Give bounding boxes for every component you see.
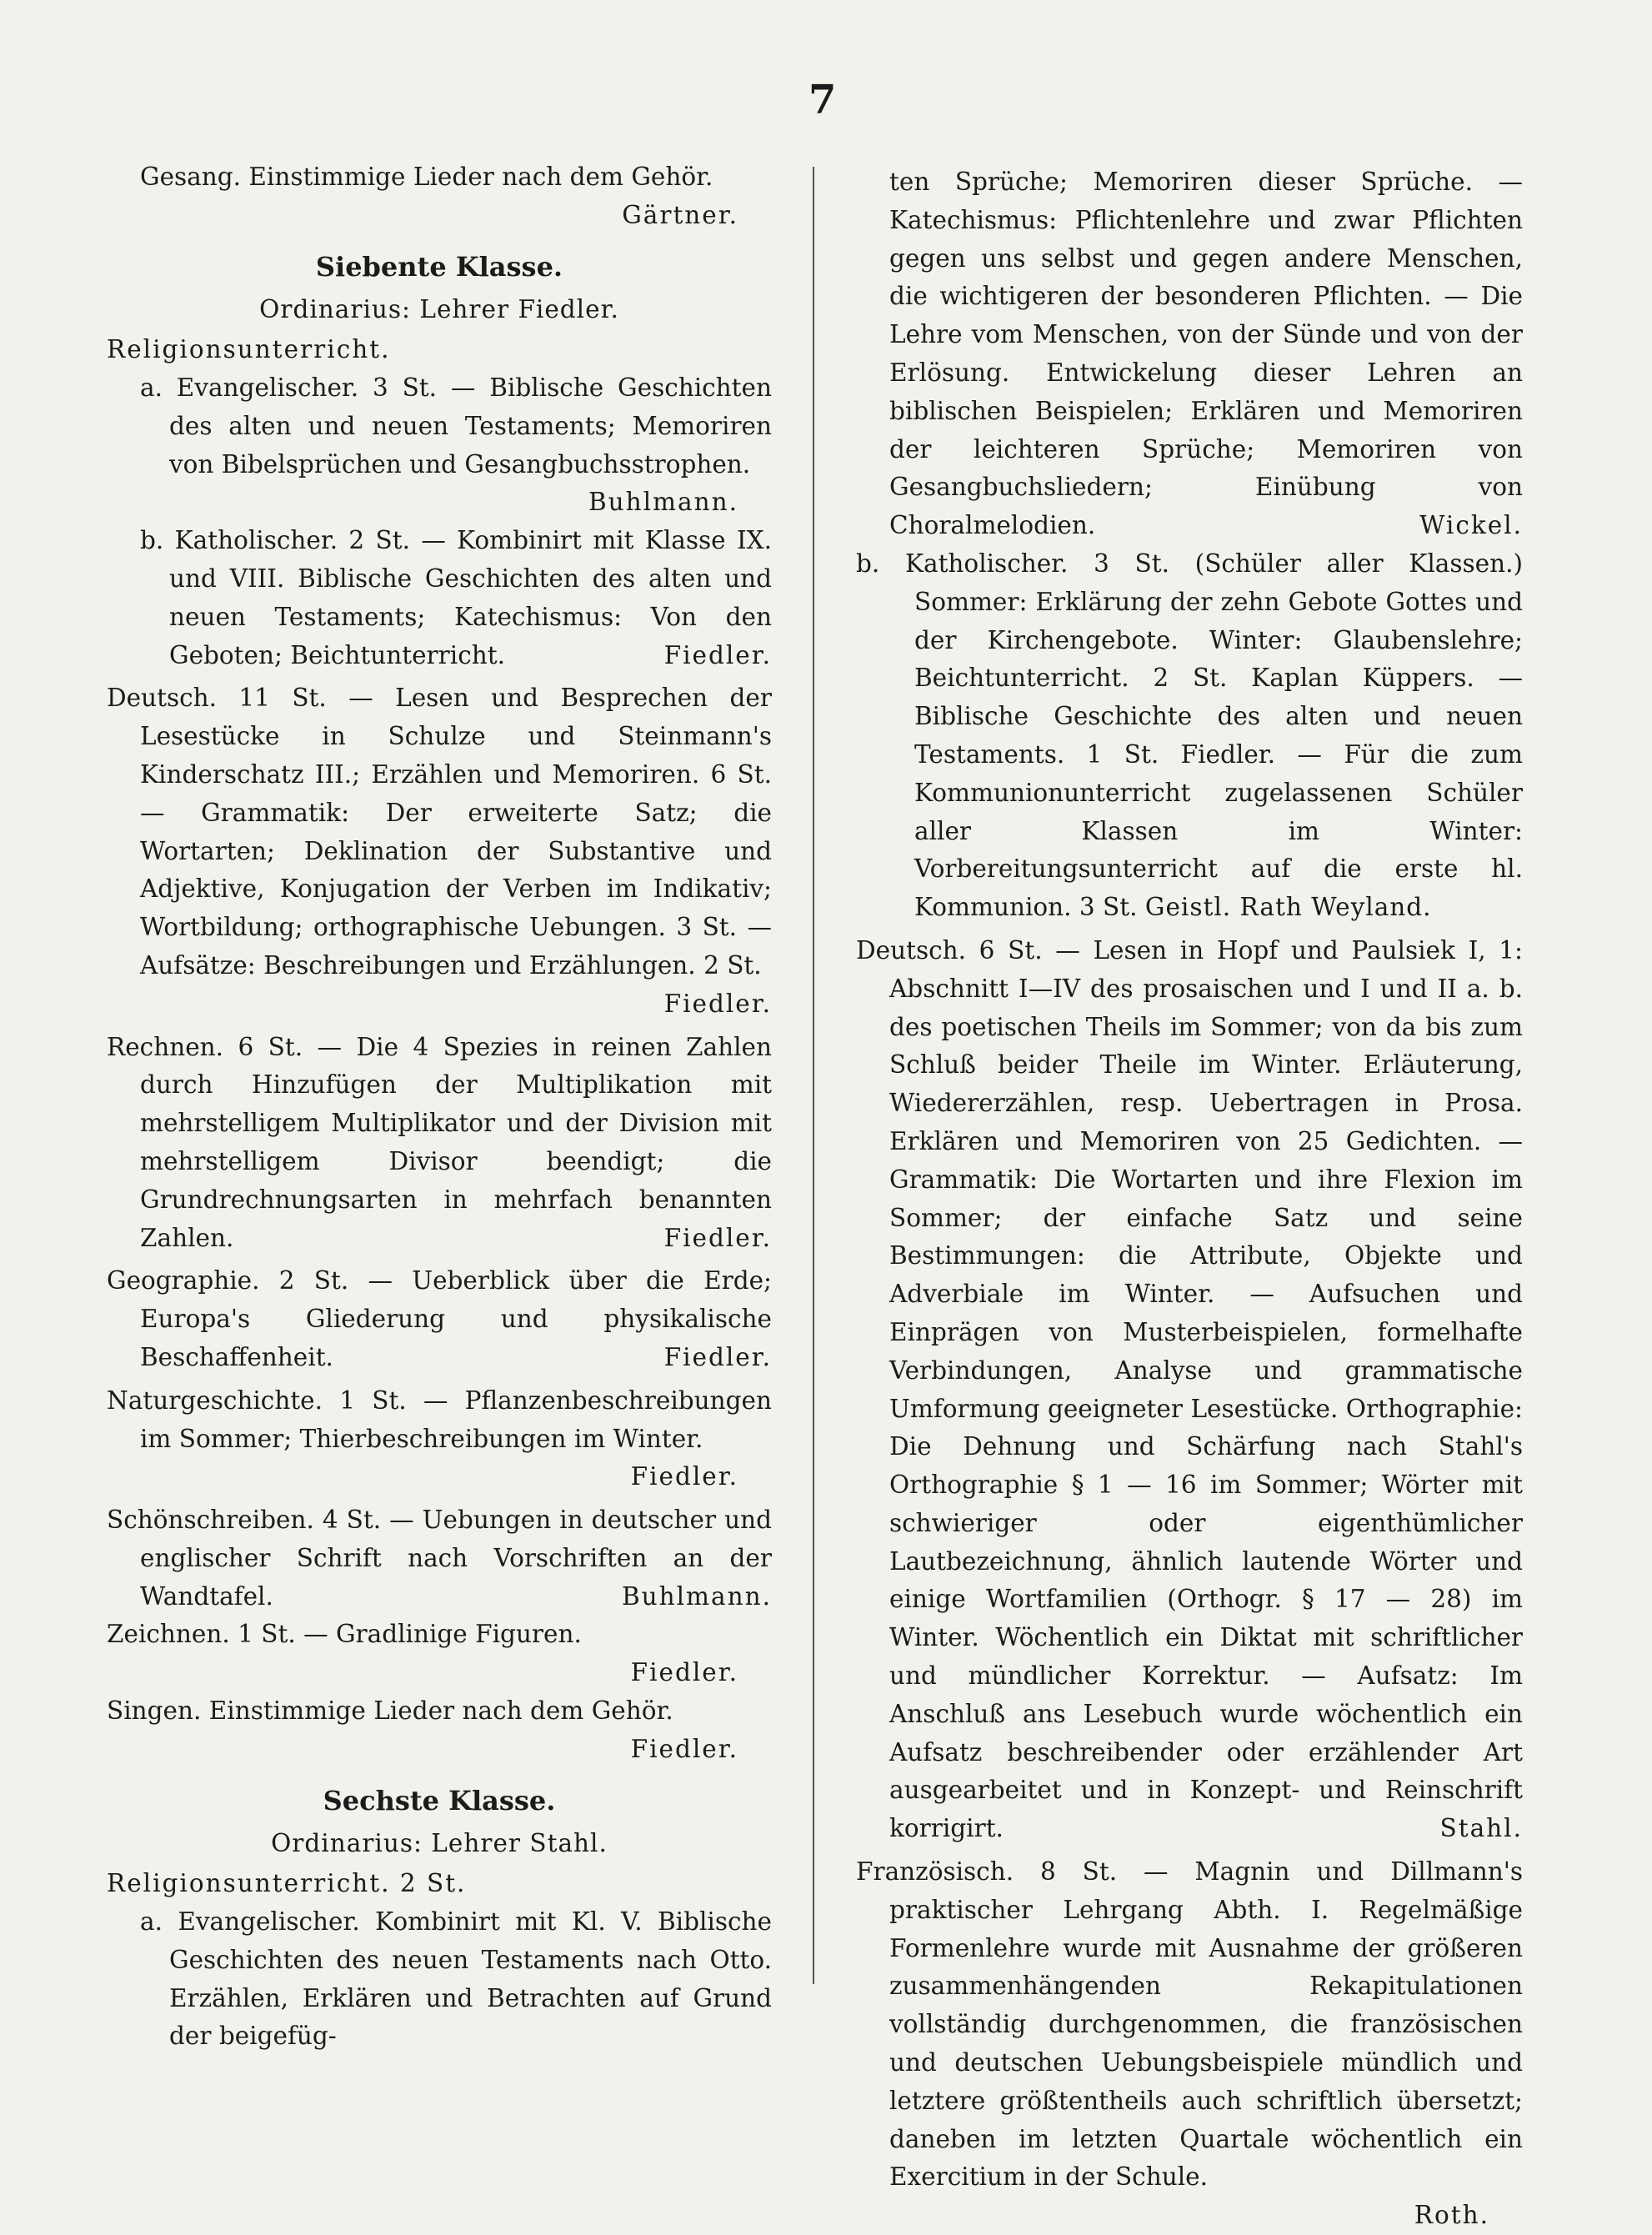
siebente-geographie <box>107 1262 772 1376</box>
sechste-religion-a-cont <box>856 163 1523 545</box>
gesang-text: Gesang. Einstimmige Lieder nach dem Gehör. <box>140 163 713 191</box>
siebente-religion-b <box>107 522 772 674</box>
siebente-ordinarius: Ordinarius: Lehrer Fiedler. <box>259 295 619 324</box>
sechste-heading: Sechste Klasse. <box>323 1784 556 1817</box>
right-column <box>856 163 1523 2235</box>
gesang-teacher: Gärtner. <box>622 200 738 229</box>
sechste-franzoesisch <box>856 1853 1523 2235</box>
siebente-naturgeschichte <box>107 1382 772 1496</box>
siebente-religion-a-text: a. Evangelischer. 3 St. — Biblische Geschichten des alten und neuen Testaments; Memoriren von Bibelsprüchen und Gesangbuchsstrophen. <box>140 373 772 479</box>
sechste-franzoesisch-text: Französisch. 8 St. — Magnin und Dillmann's praktischer Lehrgang Abth. I. Regelmäßige Formenlehre wurde mit Ausnahme der größeren zusammenhängenden Rekapitulationen vollständig durchgenommen, die französischen und deutschen Uebungsbeispiele mündlich und letztere größtentheils auch schriftlich übersetzt; daneben im letzten Quartale wöchentlich ein Exercitium in der Schule. <box>856 1857 1523 2192</box>
page-number: 7 <box>808 77 837 123</box>
siebente-geographie-teacher: Fiedler. <box>663 1342 772 1371</box>
sechste-religion-a-cont-text: ten Sprüche; Memoriren dieser Sprüche. — Katechismus: Pflichtenlehre und zwar Pflichten gegen uns selbst und gegen andere Menschen, die wichtigeren der besonderen Pflichten. — Die Lehre vom Menschen, von der Sünde und von der Erlösung. Entwickelung dieser Lehren an biblischen Beispielen; Erklären und Memoriren der leichteren Sprüche; Memoriren von Gesangbuchsliedern; Einübung von Choralmelodien. <box>889 168 1523 540</box>
siebente-naturgeschichte-text: Naturgeschichte. 1 St. — Pflanzenbeschreibungen im Sommer; Thierbeschreibungen im Winter. <box>107 1386 772 1453</box>
sechste-religion-b-text: b. Katholischer. 3 St. (Schüler aller Klassen.) Sommer: Erklärung der zehn Gebote Gottes und der Kirchengebote. Winter: Glaubenslehre; Beichtunterricht. 2 St. Kaplan Küppers. — Biblische Geschichte des alten und neuen Testaments. 1 St. Fiedler. — Für die zum Kommunionunterricht zugelassenen Schüler aller Klassen im Winter: Vorbereitungsunterricht auf die erste hl. Kommunion. 3 St. <box>856 549 1523 922</box>
siebente-deutsch-text: Deutsch. 11 St. — Lesen und Besprechen der Lesestücke in Schulze und Steinmann's Kinderschatz III.; Erzählen und Memoriren. 6 St. — Grammatik: Der erweiterte Satz; die Wortarten; Deklination der Substantive und Adjektive, Konjugation der Verben im Indikativ; Wortbildung; orthographische Uebungen. 3 St. — Aufsätze: Beschreibungen und Erzählungen. 2 St. <box>107 684 772 980</box>
siebente-singen-teacher: Fiedler. <box>630 1734 738 1763</box>
sechste-deutsch-text: Deutsch. 6 St. — Lesen in Hopf und Paulsiek I, 1: Abschnitt I—IV des prosaischen und I und II a. b. des poetischen Theils im Sommer; von da bis zum Schluß beider Theile im Winter. Erläuterung, Wiedererzählen, resp. Uebertragen in Prosa. Erklären und Memoriren von 25 Gedichten. — Grammatik: Die Wortarten und ihre Flexion im Sommer; der einfache Satz und seine Bestimmungen: die Attribute, Objekte und Adverbiale im Winter. — Aufsuchen und Einprägen von Musterbeispielen, formelhafte Verbindungen, Analyse und grammatische Umformung geeigneter Lesestücke. Orthographie: Die Dehnung und Schärfung nach Stahl's Orthographie § 1 — 16 im Sommer; Wörter mit schwieriger oder eigenthümlicher Lautbezeichnung, ähnlich lautende Wörter und einige Wortfamilien (Orthogr. § 17 — 28) im Winter. Wöchentlich ein Diktat mit schriftlicher und mündlicher Korrektur. — Aufsatz: Im Anschluß ans Lesebuch wurde wöchentlich ein Aufsatz beschreibender oder erzählender Art ausgearbeitet und in Konzept- und Reinschrift korrigirt. <box>856 935 1523 1843</box>
siebente-religion-a <box>107 369 772 522</box>
sechste-religion-b <box>856 545 1523 927</box>
siebente-religion-a-teacher: Buhlmann. <box>588 488 738 517</box>
siebente-geographie-text: Geographie. 2 St. — Ueberblick über die Erde; Europa's Gliederung und physikalische Beschaffenheit. <box>107 1266 772 1371</box>
siebente-heading: Siebente Klasse. <box>315 250 563 283</box>
siebente-deutsch-teacher: Fiedler. <box>663 989 772 1018</box>
siebente-rechnen <box>107 1029 772 1258</box>
sechste-religion-a-teacher: Wickel. <box>1419 511 1523 540</box>
siebente-schoenschreiben-text: Schönschreiben. 4 St. — Uebungen in deutscher und englischer Schrift nach Vorschriften an der Wandtafel. <box>107 1506 772 1611</box>
sechste-deutsch <box>856 932 1523 1848</box>
sechste-religion-a: a. Evangelischer. Kombinirt mit Kl. V. Biblische Geschichten des neuen Testaments nach Otto. Erzählen, Erklären und Betrachten auf Grund der beigefüg- <box>140 1907 772 2051</box>
siebente-deutsch <box>107 679 772 1023</box>
siebente-religion-b-text: b. Katholischer. 2 St. — Kombinirt mit Klasse IX. und VIII. Biblische Geschichten des alten und neuen Testaments; Katechismus: Von den Geboten; Beichtunterricht. <box>140 526 772 669</box>
sechste-deutsch-teacher: Stahl. <box>1439 1814 1523 1843</box>
siebente-singen-text: Singen. Einstimmige Lieder nach dem Gehör. <box>107 1696 673 1726</box>
siebente-naturgeschichte-teacher: Fiedler. <box>630 1462 738 1491</box>
gesang-entry <box>107 158 772 235</box>
siebente-religion-b-teacher: Fiedler. <box>663 640 772 669</box>
siebente-rechnen-text: Rechnen. 6 St. — Die 4 Spezies in reinen Zahlen durch Hinzufügen der Multiplikation mit mehrstelligem Multiplikator und der Division mit mehrstelligem Divisor beendigt; die Grundrechnungsarten in mehrfach benannten Zahlen. <box>107 1032 772 1252</box>
siebente-religion-title: Religionsunterricht. <box>107 335 391 364</box>
sechste-religion-b-teacher: Geistl. Rath Weyland. <box>1144 893 1432 922</box>
sechste-religion-title: Religionsunterricht. 2 St. <box>107 1869 467 1898</box>
siebente-zeichnen <box>107 1616 772 1692</box>
siebente-schoenschreiben <box>107 1501 772 1616</box>
sechste-ordinarius: Ordinarius: Lehrer Stahl. <box>271 1829 608 1858</box>
siebente-singen <box>107 1692 772 1769</box>
siebente-rechnen-teacher: Fiedler. <box>663 1223 772 1252</box>
column-divider <box>813 167 814 1984</box>
siebente-schoenschreiben-teacher: Buhlmann. <box>621 1581 772 1611</box>
sechste-franzoesisch-teacher: Roth. <box>1414 2201 1489 2230</box>
siebente-zeichnen-text: Zeichnen. 1 St. — Gradlinige Figuren. <box>107 1620 582 1649</box>
siebente-zeichnen-teacher: Fiedler. <box>630 1658 738 1687</box>
left-column <box>107 158 772 2056</box>
